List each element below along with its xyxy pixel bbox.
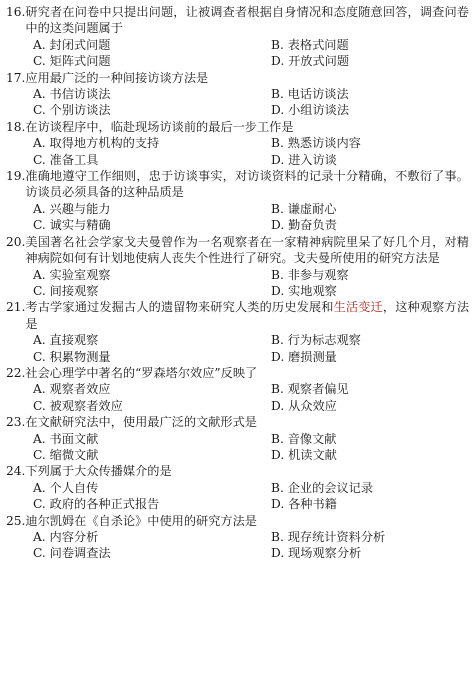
question-text-segment: 准确地遵守工作细则，忠于访谈事实，对访谈资料的记录十分精确，不敷衍了事。访谈员必须具备的这种品质是 xyxy=(25,169,469,200)
option-grid xyxy=(6,431,469,464)
answer-option: C. 矩阵式问题 xyxy=(33,54,111,69)
answer-option: D. 小组访谈法 xyxy=(271,103,350,118)
answer-option: D. 勤奋负责 xyxy=(271,218,337,233)
question-text xyxy=(25,119,469,135)
question-block xyxy=(6,513,469,562)
answer-option: C. 间接观察 xyxy=(33,283,99,298)
question-text xyxy=(25,70,469,86)
question-text xyxy=(25,365,469,381)
question-text xyxy=(25,4,469,37)
question-text-segment: 在访谈程序中，临赴现场访谈前的最后一步工作是 xyxy=(25,119,294,134)
question-text-segment: 应用最广泛的一种间接访谈方法是 xyxy=(25,70,209,85)
question-block xyxy=(6,463,469,512)
answer-option: A. 个人自传 xyxy=(33,480,99,495)
answer-option: B. 企业的会议记录 xyxy=(271,480,374,495)
question-number: 25. xyxy=(6,513,26,528)
question-text-segment: ，这种观察方法是 xyxy=(25,300,470,331)
question-number: 18. xyxy=(6,119,26,134)
answer-option: D. 磨损测量 xyxy=(271,349,337,364)
question-text-segment: 研究者在问卷中只提出问题，让被调查者根据自身情况和态度随意回答，调查问卷中的这类问题属于 xyxy=(25,5,469,36)
question-number: 23. xyxy=(6,415,26,430)
answer-option: C. 政府的各种正式报告 xyxy=(33,497,160,512)
answer-option: B. 电话访谈法 xyxy=(271,87,349,102)
answer-option: C. 诚实与精确 xyxy=(33,218,111,233)
answer-option: D. 机读文献 xyxy=(271,447,337,462)
question-stem xyxy=(6,168,469,201)
answer-option: D. 实地观察 xyxy=(271,283,337,298)
option-grid xyxy=(6,381,469,414)
answer-option: A. 观察者效应 xyxy=(33,382,111,397)
answer-option: A. 实验室观察 xyxy=(33,267,111,282)
answer-option: B. 行为标志观察 xyxy=(271,333,361,348)
question-stem xyxy=(6,70,469,86)
option-grid xyxy=(6,86,469,119)
answer-option: D. 从众效应 xyxy=(271,398,337,413)
question-number: 24. xyxy=(6,464,26,479)
answer-option: A. 内容分析 xyxy=(33,530,99,544)
question-text-segment: 在文献研究法中，使用最广泛的文献形式是 xyxy=(25,415,257,430)
option-grid xyxy=(6,480,469,513)
answer-option: A. 直接观察 xyxy=(33,333,99,348)
question-text xyxy=(25,513,469,529)
option-grid xyxy=(6,529,469,562)
question-block xyxy=(6,168,469,234)
answer-option: A. 取得地方机构的支持 xyxy=(33,136,160,151)
answer-option: A. 兴趣与能力 xyxy=(33,201,111,216)
question-text-segment: 迪尔凯姆在《自杀论》中使用的研究方法是 xyxy=(25,513,257,528)
question-stem xyxy=(6,414,469,430)
question-text xyxy=(25,414,469,430)
question-number: 21. xyxy=(6,300,26,315)
answer-option: B. 观察者偏见 xyxy=(271,382,349,397)
answer-option: C. 问卷调查法 xyxy=(33,546,111,561)
answer-option: A. 书面文献 xyxy=(33,431,99,446)
answer-option: B. 表格式问题 xyxy=(271,37,349,52)
question-text xyxy=(25,234,469,267)
answer-option: C. 缩微文献 xyxy=(33,447,99,462)
question-text-segment: 考古学家通过发掘古人的遗留物来研究人类的历史发展和 xyxy=(25,300,334,315)
question-stem xyxy=(6,365,469,381)
question-stem xyxy=(6,513,469,529)
question-block xyxy=(6,365,469,414)
question-text-segment: 美国著名社会学家戈夫曼曾作为一名观察者在一家精神病院里呆了好几个月，对精神病院如何有计划地使病人丧失个性进行了研究。戈夫曼所使用的研究方法是 xyxy=(25,234,469,266)
option-grid xyxy=(6,37,469,70)
question-stem xyxy=(6,4,469,37)
question-stem xyxy=(6,463,469,479)
answer-option: B. 现存统计资料分析 xyxy=(271,530,386,544)
answer-option: B. 非参与观察 xyxy=(271,267,349,282)
question-number: 19. xyxy=(6,169,26,184)
answer-option: B. 熟悉访谈内容 xyxy=(271,136,361,151)
option-grid xyxy=(6,332,469,365)
question-number: 16. xyxy=(6,5,26,19)
answer-option: B. 音像文献 xyxy=(271,431,337,446)
question-stem xyxy=(6,119,469,135)
answer-option: A. 书信访谈法 xyxy=(33,87,111,102)
answer-option: C. 准备工具 xyxy=(33,152,99,167)
question-block xyxy=(6,414,469,463)
question-block xyxy=(6,119,469,168)
question-text-highlight: 生活变迁 xyxy=(333,300,383,315)
option-grid xyxy=(6,267,469,300)
question-block xyxy=(6,4,469,70)
answer-option: C. 被观察者效应 xyxy=(33,398,123,413)
question-text xyxy=(25,168,469,201)
question-block xyxy=(6,234,469,300)
answer-option: C. 积累物测量 xyxy=(33,349,111,364)
question-text xyxy=(25,463,469,479)
answer-option: C. 个别访谈法 xyxy=(33,103,111,118)
answer-option: B. 谦虚耐心 xyxy=(271,201,337,216)
question-text-segment: 社会心理学中著名的“罗森塔尔效应”反映了 xyxy=(25,365,258,380)
answer-option: D. 开放式问题 xyxy=(271,54,350,69)
question-block xyxy=(6,70,469,119)
question-number: 20. xyxy=(6,234,26,249)
question-block xyxy=(6,299,469,365)
answer-option: A. 封闭式问题 xyxy=(33,37,111,52)
answer-option: D. 各种书籍 xyxy=(271,497,337,512)
question-number: 17. xyxy=(6,70,26,85)
answer-option: D. 进入访谈 xyxy=(271,152,337,167)
question-stem xyxy=(6,299,469,332)
option-grid xyxy=(6,135,469,168)
question-stem xyxy=(6,234,469,267)
answer-option: D. 现场观察分析 xyxy=(271,546,362,561)
question-number: 22. xyxy=(6,365,26,380)
option-grid xyxy=(6,201,469,234)
question-text-segment: 下列属于大众传播媒介的是 xyxy=(25,464,172,479)
question-text xyxy=(25,299,469,332)
